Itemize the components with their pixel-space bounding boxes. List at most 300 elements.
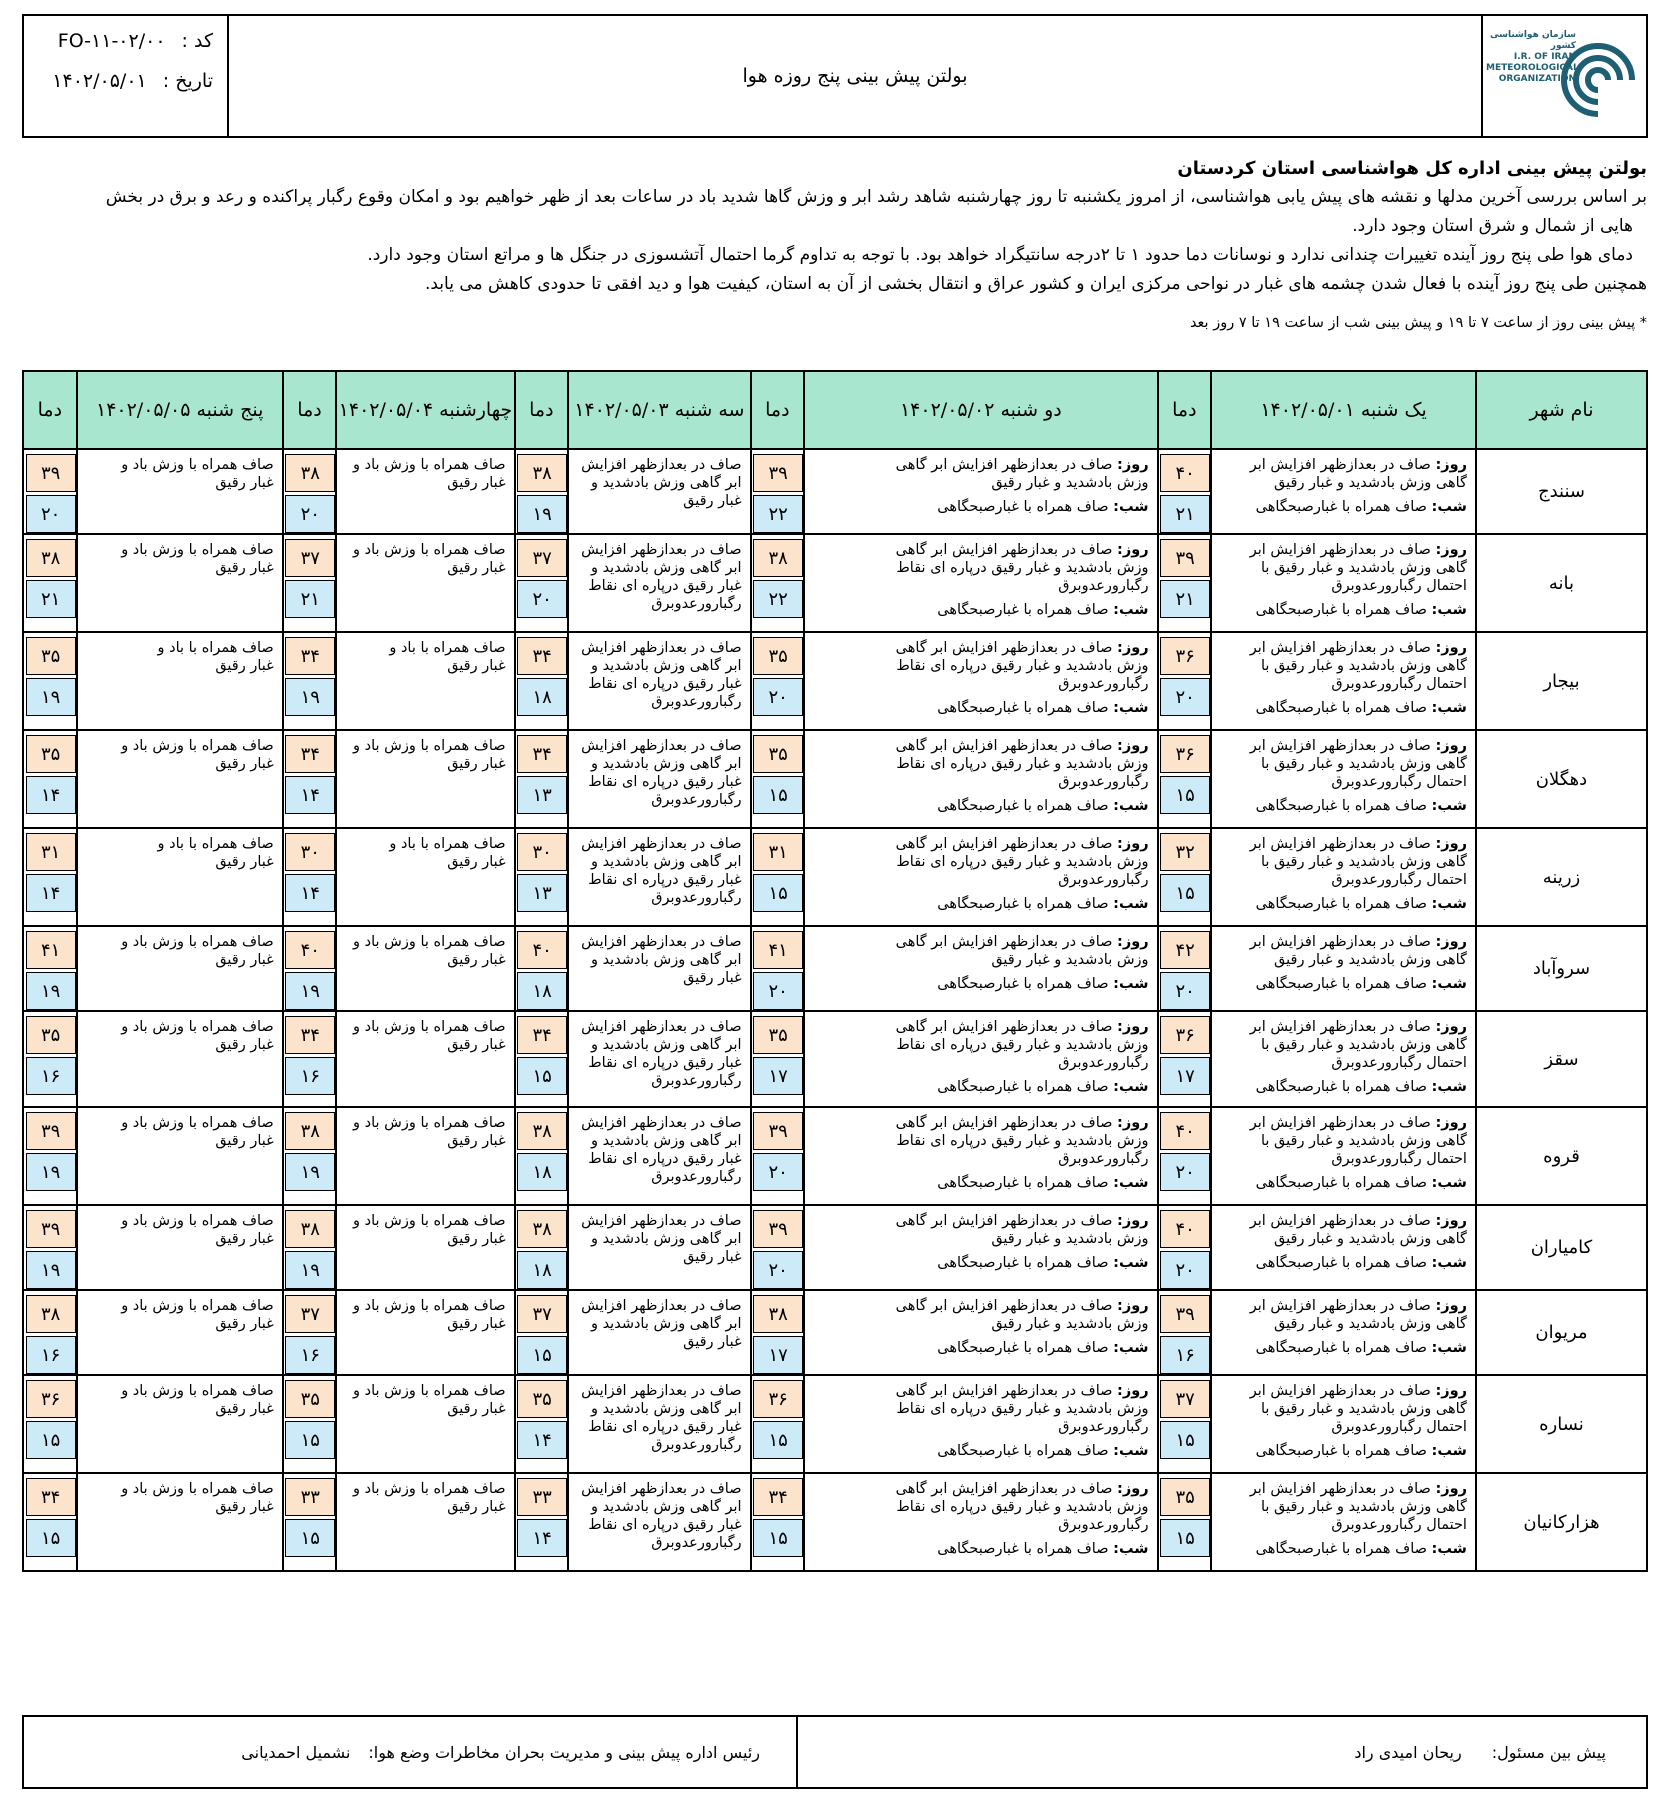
temp-cell — [23, 1107, 77, 1205]
min-temp: ۱۴ — [517, 1421, 567, 1459]
forecast-text: غبار رقیق درپاره ای نقاط — [588, 774, 742, 790]
forecast-text: صاف همراه با وزش باد و — [353, 457, 506, 473]
forecast-day-4 — [336, 1011, 514, 1107]
forecast-day-4 — [336, 1290, 514, 1375]
bulletin-header — [22, 14, 1648, 138]
temp-cell — [283, 926, 337, 1011]
min-temp: ۱۴ — [285, 874, 335, 912]
night-forecast — [1216, 1254, 1467, 1272]
forecast-text: غبار رقیق — [447, 756, 506, 772]
forecast-text: غبار رقیق درپاره ای نقاط — [588, 1517, 742, 1533]
forecast-text: وزش بادشدید و غبار رقیق درپاره ای نقاط — [896, 756, 1149, 772]
forecast-day-3 — [568, 828, 750, 926]
temp-header: دما — [751, 371, 805, 449]
city-name: کامیاران — [1476, 1205, 1647, 1290]
min-temp: ۲۰ — [1160, 1153, 1210, 1191]
forecast-text — [1216, 1480, 1467, 1498]
min-temp: ۱۷ — [753, 1336, 803, 1374]
min-temp: ۲۰ — [753, 1251, 803, 1289]
forecast-text: گاهی وزش بادشدید و غبار رقیق — [1274, 1231, 1467, 1247]
temp-cell — [751, 534, 805, 632]
night-forecast — [809, 975, 1148, 993]
forecast-day-2 — [804, 926, 1157, 1011]
temp-cell — [751, 1375, 805, 1473]
code-value: FO-۱۱-۰۲/۰۰ — [57, 30, 166, 52]
min-temp: ۱۶ — [285, 1057, 335, 1095]
forecast-table — [22, 370, 1648, 1572]
logo-text-en2: METEOROLOGICAL — [1486, 63, 1579, 73]
night-forecast — [1216, 1174, 1467, 1192]
night-forecast — [809, 797, 1148, 815]
night-text: صاف همراه با غبارصبحگاهی — [1255, 896, 1427, 912]
forecast-text: رگبارورعدوبرق — [651, 596, 742, 612]
night-text: صاف همراه با غبارصبحگاهی — [937, 602, 1109, 618]
night-text: صاف همراه با غبارصبحگاهی — [1255, 1541, 1427, 1557]
night-label: شب: — [1113, 896, 1149, 912]
night-label: شب: — [1113, 1255, 1149, 1271]
temp-cell — [751, 1290, 805, 1375]
table-row — [23, 828, 1647, 926]
min-temp: ۱۵ — [1160, 874, 1210, 912]
night-text: صاف همراه با غبارصبحگاهی — [1255, 1175, 1427, 1191]
forecast-text: وزش بادشدید و غبار رقیق درپاره ای نقاط — [896, 854, 1149, 870]
min-temp: ۲۱ — [285, 580, 335, 618]
night-label: شب: — [1431, 1443, 1467, 1459]
temp-cell — [515, 1107, 569, 1205]
forecast-text: وزش بادشدید و غبار رقیق درپاره ای نقاط — [896, 1401, 1149, 1417]
night-text: صاف همراه با غبارصبحگاهی — [1255, 1079, 1427, 1095]
forecast-text: ابر گاهی وزش بادشدید و — [590, 1499, 742, 1515]
day-text: صاف در بعدازظهر افزایش ابر گاهی — [895, 934, 1113, 950]
forecast-text: صاف همراه با وزش باد و — [353, 1481, 506, 1497]
forecast-text: ابر گاهی وزش بادشدید و — [590, 1231, 742, 1247]
min-temp: ۱۴ — [26, 776, 76, 814]
table-row — [23, 1290, 1647, 1375]
forecast-text: غبار رقیق — [683, 970, 742, 986]
forecast-day-1 — [1211, 449, 1476, 534]
forecast-text — [1216, 737, 1467, 755]
forecast-text: گاهی وزش بادشدید و غبار رقیق — [1274, 952, 1467, 968]
forecast-text: صاف همراه با وزش باد و — [121, 934, 274, 950]
min-temp: ۱۵ — [285, 1519, 335, 1557]
night-forecast — [1216, 797, 1467, 815]
day-label: روز: — [1117, 1019, 1149, 1035]
min-temp: ۱۹ — [26, 1153, 76, 1191]
temp-cell — [515, 1205, 569, 1290]
intro-paragraph-2: دمای هوا طی پنج روز آینده تغییرات چندانی ندارد و نوسانات دما حدود ۱ تا ۲درجه سانتیگراد خواهد بود. با توجه به تداوم گرما احتمال آتشسوزی در جنگل ها و مراتع استان وجود دارد. — [367, 245, 1633, 265]
night-label: شب: — [1113, 1340, 1149, 1356]
temp-cell — [515, 828, 569, 926]
max-temp: ۳۸ — [26, 539, 76, 577]
min-temp: ۲۰ — [1160, 678, 1210, 716]
forecast-text: احتمال رگبارورعدوبرق — [1331, 1517, 1467, 1533]
forecast-text — [1216, 933, 1467, 951]
forecast-text: غبار رقیق — [447, 854, 506, 870]
day-text: صاف در بعدازظهر افزایش ابر گاهی — [895, 542, 1113, 558]
forecast-text — [1216, 835, 1467, 853]
min-temp: ۱۶ — [26, 1336, 76, 1374]
night-forecast — [1216, 699, 1467, 717]
day-label: روز: — [1117, 1115, 1149, 1131]
min-temp: ۲۲ — [753, 580, 803, 618]
night-text: صاف همراه با غبارصبحگاهی — [937, 1079, 1109, 1095]
forecast-day-1 — [1211, 828, 1476, 926]
forecast-day-4 — [336, 828, 514, 926]
night-text: صاف همراه با غبارصبحگاهی — [937, 976, 1109, 992]
day-header-5: پنج شنبه ۱۴۰۲/۰۵/۰۵ — [77, 371, 283, 449]
forecast-day-5 — [77, 449, 283, 534]
forecast-day-2 — [804, 1473, 1157, 1571]
forecast-text: وزش بادشدید و غبار رقیق درپاره ای نقاط — [896, 1133, 1149, 1149]
forecast-text: غبار رقیق — [683, 1334, 742, 1350]
forecast-text: وزش بادشدید و غبار رقیق درپاره ای نقاط — [896, 658, 1149, 674]
forecast-text: غبار رقیق — [215, 952, 274, 968]
forecast-text: صاف در بعدازظهر افزایش — [581, 1481, 742, 1497]
day-label: روز: — [1117, 457, 1149, 473]
forecast-text: صاف همراه با باد و — [157, 836, 274, 852]
temp-cell — [1158, 1375, 1212, 1473]
forecast-text: رگبارورعدوبرق — [1058, 774, 1149, 790]
forecast-text: رگبارورعدوبرق — [1058, 1151, 1149, 1167]
forecast-text: رگبارورعدوبرق — [651, 1169, 742, 1185]
night-forecast — [1216, 1442, 1467, 1460]
forecast-text: غبار رقیق — [447, 560, 506, 576]
night-forecast — [809, 1174, 1148, 1192]
day-text: صاف در بعدازظهر افزایش ابر گاهی — [895, 1383, 1113, 1399]
forecast-text: صاف همراه با وزش باد و — [353, 1115, 506, 1131]
city-name: زرینه — [1476, 828, 1647, 926]
forecast-day-2 — [804, 1290, 1157, 1375]
forecast-text: ابر گاهی وزش بادشدید و — [590, 1133, 742, 1149]
forecast-text: صاف در بعدازظهر افزایش — [581, 836, 742, 852]
max-temp: ۳۴ — [753, 1478, 803, 1516]
forecast-text — [1216, 456, 1467, 474]
min-temp: ۱۷ — [1160, 1057, 1210, 1095]
night-label: شب: — [1431, 1079, 1467, 1095]
forecast-text: غبار رقیق — [447, 1231, 506, 1247]
bulletin-title: بولتن پیش بینی پنج روزه هوا — [742, 65, 968, 87]
meteorological-logo-icon — [1560, 34, 1636, 120]
intro-paragraph-1a: بر اساس بررسی آخرین مدلها و نقشه های پیش یابی هواشناسی، از امروز یکشنبه تا روز چهارشنبه شاهد رشد ابر و وزش گاها شدید باد در ساعات بعد از ظهر خواهیم بود و امکان وقوع رگبار پراکنده و رعد و برق در بخش — [105, 187, 1647, 207]
min-temp: ۲۱ — [26, 580, 76, 618]
temp-cell — [23, 1290, 77, 1375]
day-label: روز: — [1435, 1115, 1467, 1131]
min-temp: ۲۰ — [753, 972, 803, 1010]
temp-cell — [515, 449, 569, 534]
day-text: صاف در بعدازظهر افزایش ابر گاهی — [895, 836, 1113, 852]
forecast-text: گاهی وزش بادشدید و غبار رقیق با — [1260, 1499, 1467, 1515]
temp-cell — [23, 828, 77, 926]
night-text: صاف همراه با غبارصبحگاهی — [937, 1340, 1109, 1356]
temp-cell — [1158, 1011, 1212, 1107]
day-label: روز: — [1435, 836, 1467, 852]
temp-cell — [515, 1290, 569, 1375]
night-label: شب: — [1431, 499, 1467, 515]
max-temp: ۳۹ — [1160, 1295, 1210, 1333]
forecast-text — [809, 1480, 1148, 1498]
temp-cell — [751, 632, 805, 730]
table-row — [23, 926, 1647, 1011]
forecast-day-4 — [336, 1473, 514, 1571]
city-name: سروآباد — [1476, 926, 1647, 1011]
day-text: صاف در بعدازظهر افزایش ابر گاهی — [895, 1481, 1113, 1497]
forecast-day-5 — [77, 632, 283, 730]
day-label: روز: — [1117, 640, 1149, 656]
max-temp: ۳۴ — [285, 735, 335, 773]
forecast-text: احتمال رگبارورعدوبرق — [1331, 1419, 1467, 1435]
max-temp: ۳۴ — [285, 1016, 335, 1054]
temp-cell — [23, 632, 77, 730]
min-temp: ۱۵ — [1160, 1519, 1210, 1557]
forecast-text: احتمال رگبارورعدوبرق — [1331, 872, 1467, 888]
forecast-day-4 — [336, 632, 514, 730]
night-text: صاف همراه با غبارصبحگاهی — [937, 1255, 1109, 1271]
forecast-text: صاف همراه با وزش باد و — [121, 738, 274, 754]
forecast-text: غبار رقیق — [447, 1316, 506, 1332]
min-temp: ۱۵ — [1160, 776, 1210, 814]
temp-cell — [1158, 449, 1212, 534]
forecast-day-1 — [1211, 1473, 1476, 1571]
min-temp: ۱۵ — [26, 1421, 76, 1459]
forecast-text: ابر گاهی وزش بادشدید و — [590, 560, 742, 576]
max-temp: ۳۴ — [26, 1478, 76, 1516]
max-temp: ۴۰ — [1160, 454, 1210, 492]
day-label: روز: — [1117, 836, 1149, 852]
forecast-text: صاف همراه با وزش باد و — [353, 542, 506, 558]
night-text: صاف همراه با غبارصبحگاهی — [1255, 499, 1427, 515]
forecast-day-4 — [336, 1375, 514, 1473]
city-name: بانه — [1476, 534, 1647, 632]
forecast-day-1 — [1211, 1290, 1476, 1375]
night-text: صاف همراه با غبارصبحگاهی — [937, 1541, 1109, 1557]
max-temp: ۳۵ — [26, 735, 76, 773]
day-text: صاف در بعدازظهر افزایش ابر — [1249, 738, 1431, 754]
forecast-text: گاهی وزش بادشدید و غبار رقیق با — [1260, 756, 1467, 772]
forecast-text — [809, 1018, 1148, 1036]
night-text: صاف همراه با غبارصبحگاهی — [937, 499, 1109, 515]
night-forecast — [809, 1442, 1148, 1460]
max-temp: ۳۹ — [26, 454, 76, 492]
forecast-text: غبار رقیق — [447, 1401, 506, 1417]
max-temp: ۳۵ — [753, 1016, 803, 1054]
forecast-day-5 — [77, 1473, 283, 1571]
day-header-1: یک شنبه ۱۴۰۲/۰۵/۰۱ — [1211, 371, 1476, 449]
min-temp: ۱۵ — [753, 1421, 803, 1459]
temp-cell — [23, 449, 77, 534]
min-temp: ۱۵ — [517, 1336, 567, 1374]
day-text: صاف در بعدازظهر افزایش ابر — [1249, 1019, 1431, 1035]
forecast-text: غبار رقیق — [683, 1249, 742, 1265]
head-label: رئیس اداره پیش بینی و مدیریت بحران مخاطرات وضع هوا: — [368, 1742, 760, 1762]
min-temp: ۱۵ — [517, 1057, 567, 1095]
night-label: شب: — [1113, 499, 1149, 515]
city-name: مریوان — [1476, 1290, 1647, 1375]
max-temp: ۴۲ — [1160, 931, 1210, 969]
temp-cell — [283, 1205, 337, 1290]
temp-cell — [515, 534, 569, 632]
night-label: شب: — [1113, 1079, 1149, 1095]
night-forecast — [809, 1254, 1148, 1272]
forecast-text: صاف همراه با باد و — [389, 640, 506, 656]
max-temp: ۴۰ — [1160, 1112, 1210, 1150]
night-text: صاف همراه با غبارصبحگاهی — [937, 700, 1109, 716]
forecast-text: صاف همراه با وزش باد و — [353, 1213, 506, 1229]
forecast-text: غبار رقیق — [215, 1037, 274, 1053]
logo-text-fa: سازمان هواشناسی کشور — [1489, 30, 1576, 51]
forecast-text: صاف همراه با وزش باد و — [121, 1019, 274, 1035]
forecast-text: ابر گاهی وزش بادشدید و — [590, 1037, 742, 1053]
forecast-text: صاف در بعدازظهر افزایش — [581, 542, 742, 558]
max-temp: ۳۸ — [285, 1112, 335, 1150]
forecast-text: احتمال رگبارورعدوبرق — [1331, 578, 1467, 594]
date-label: تاریخ : — [162, 70, 213, 92]
forecast-text: صاف در بعدازظهر افزایش — [581, 738, 742, 754]
forecast-day-5 — [77, 534, 283, 632]
logo-text-en1: I.R. OF IRAN — [1513, 52, 1576, 62]
day-text: صاف در بعدازظهر افزایش ابر — [1249, 1298, 1431, 1314]
temp-cell — [1158, 828, 1212, 926]
max-temp: ۳۸ — [753, 1295, 803, 1333]
night-label: شب: — [1431, 976, 1467, 992]
min-temp: ۲۰ — [26, 495, 76, 533]
max-temp: ۳۹ — [26, 1112, 76, 1150]
max-temp: ۳۰ — [285, 833, 335, 871]
intro-heading: بولتن پیش بینی اداره کل هواشناسی استان کردستان — [1177, 158, 1647, 179]
forecast-text — [809, 1114, 1148, 1132]
min-temp: ۱۵ — [753, 874, 803, 912]
forecast-text: غبار رقیق درپاره ای نقاط — [588, 676, 742, 692]
forecast-text: صاف همراه با وزش باد و — [121, 1298, 274, 1314]
min-temp: ۱۸ — [517, 1153, 567, 1191]
forecast-text: رگبارورعدوبرق — [651, 890, 742, 906]
temp-header: دما — [1158, 371, 1212, 449]
temp-cell — [283, 1290, 337, 1375]
forecast-text: رگبارورعدوبرق — [1058, 578, 1149, 594]
day-label: روز: — [1117, 542, 1149, 558]
night-text: صاف همراه با غبارصبحگاهی — [937, 1443, 1109, 1459]
date-row — [52, 70, 213, 92]
temp-cell — [1158, 730, 1212, 828]
city-name: سنندج — [1476, 449, 1647, 534]
forecast-text: غبار رقیق — [215, 658, 274, 674]
min-temp: ۱۶ — [26, 1057, 76, 1095]
forecast-day-4 — [336, 926, 514, 1011]
forecast-day-2 — [804, 828, 1157, 926]
forecast-day-5 — [77, 1205, 283, 1290]
max-temp: ۳۶ — [753, 1380, 803, 1418]
min-temp: ۱۵ — [285, 1421, 335, 1459]
day-label: روز: — [1435, 1481, 1467, 1497]
forecast-text — [1216, 1212, 1467, 1230]
forecast-day-4 — [336, 534, 514, 632]
min-temp: ۱۸ — [517, 972, 567, 1010]
code-label: کد : — [181, 30, 213, 52]
temp-cell — [515, 632, 569, 730]
day-label: روز: — [1435, 738, 1467, 754]
forecast-text — [1216, 541, 1467, 559]
table-header-row — [23, 371, 1647, 449]
city-name: قروه — [1476, 1107, 1647, 1205]
night-label: شب: — [1431, 1255, 1467, 1271]
forecast-text: رگبارورعدوبرق — [1058, 676, 1149, 692]
day-text: صاف در بعدازظهر افزایش ابر — [1249, 640, 1431, 656]
day-label: روز: — [1435, 457, 1467, 473]
temp-cell — [283, 449, 337, 534]
forecast-text: ابر گاهی وزش بادشدید و — [590, 1401, 742, 1417]
forecast-text: ابر گاهی وزش بادشدید و — [590, 475, 742, 491]
min-temp: ۱۴ — [285, 776, 335, 814]
forecast-text: صاف در بعدازظهر افزایش — [581, 1298, 742, 1314]
temp-cell — [283, 1107, 337, 1205]
temp-cell — [1158, 926, 1212, 1011]
min-temp: ۲۱ — [1160, 495, 1210, 533]
forecast-text: صاف در بعدازظهر افزایش — [581, 1213, 742, 1229]
night-forecast — [1216, 498, 1467, 516]
temp-cell — [23, 730, 77, 828]
max-temp: ۳۵ — [285, 1380, 335, 1418]
forecast-text: صاف همراه با وزش باد و — [353, 1383, 506, 1399]
night-forecast — [1216, 601, 1467, 619]
temp-cell — [283, 1473, 337, 1571]
min-temp: ۱۴ — [517, 1519, 567, 1557]
forecast-day-5 — [77, 1107, 283, 1205]
min-temp: ۲۰ — [285, 495, 335, 533]
night-label: شب: — [1113, 976, 1149, 992]
min-temp: ۲۰ — [753, 678, 803, 716]
forecast-text: احتمال رگبارورعدوبرق — [1331, 1055, 1467, 1071]
temp-cell — [751, 1107, 805, 1205]
forecast-day-1 — [1211, 534, 1476, 632]
forecaster-cell — [796, 1717, 1646, 1787]
min-temp: ۱۹ — [285, 1153, 335, 1191]
temp-cell — [23, 534, 77, 632]
min-temp: ۱۳ — [517, 874, 567, 912]
max-temp: ۳۵ — [26, 1016, 76, 1054]
day-label: روز: — [1435, 640, 1467, 656]
forecast-text: رگبارورعدوبرق — [651, 694, 742, 710]
night-forecast — [809, 498, 1148, 516]
night-label: شب: — [1113, 1175, 1149, 1191]
temp-cell — [283, 1011, 337, 1107]
night-forecast — [1216, 895, 1467, 913]
day-label: روز: — [1435, 1298, 1467, 1314]
temp-cell — [23, 1473, 77, 1571]
forecast-day-2 — [804, 1205, 1157, 1290]
max-temp: ۳۱ — [753, 833, 803, 871]
night-forecast — [1216, 1540, 1467, 1558]
forecast-text: صاف در بعدازظهر افزایش — [581, 1019, 742, 1035]
temp-cell — [751, 1473, 805, 1571]
forecast-day-3 — [568, 534, 750, 632]
min-temp: ۱۹ — [285, 972, 335, 1010]
forecast-day-1 — [1211, 1011, 1476, 1107]
forecast-text — [809, 933, 1148, 951]
forecast-day-3 — [568, 1473, 750, 1571]
max-temp: ۳۴ — [517, 735, 567, 773]
forecast-text: گاهی وزش بادشدید و غبار رقیق با — [1260, 1133, 1467, 1149]
day-label: روز: — [1117, 738, 1149, 754]
night-text: صاف همراه با غبارصبحگاهی — [937, 798, 1109, 814]
forecast-text — [1216, 1114, 1467, 1132]
forecast-day-2 — [804, 1011, 1157, 1107]
forecast-time-note: * پیش بینی روز از ساعت ۷ تا ۱۹ و پیش بینی شب از ساعت ۱۹ تا ۷ روز بعد — [1189, 315, 1647, 331]
max-temp: ۳۵ — [517, 1380, 567, 1418]
temp-cell — [751, 1011, 805, 1107]
forecast-day-2 — [804, 632, 1157, 730]
forecast-text: صاف همراه با وزش باد و — [121, 457, 274, 473]
temp-cell — [283, 632, 337, 730]
night-label: شب: — [1113, 1443, 1149, 1459]
